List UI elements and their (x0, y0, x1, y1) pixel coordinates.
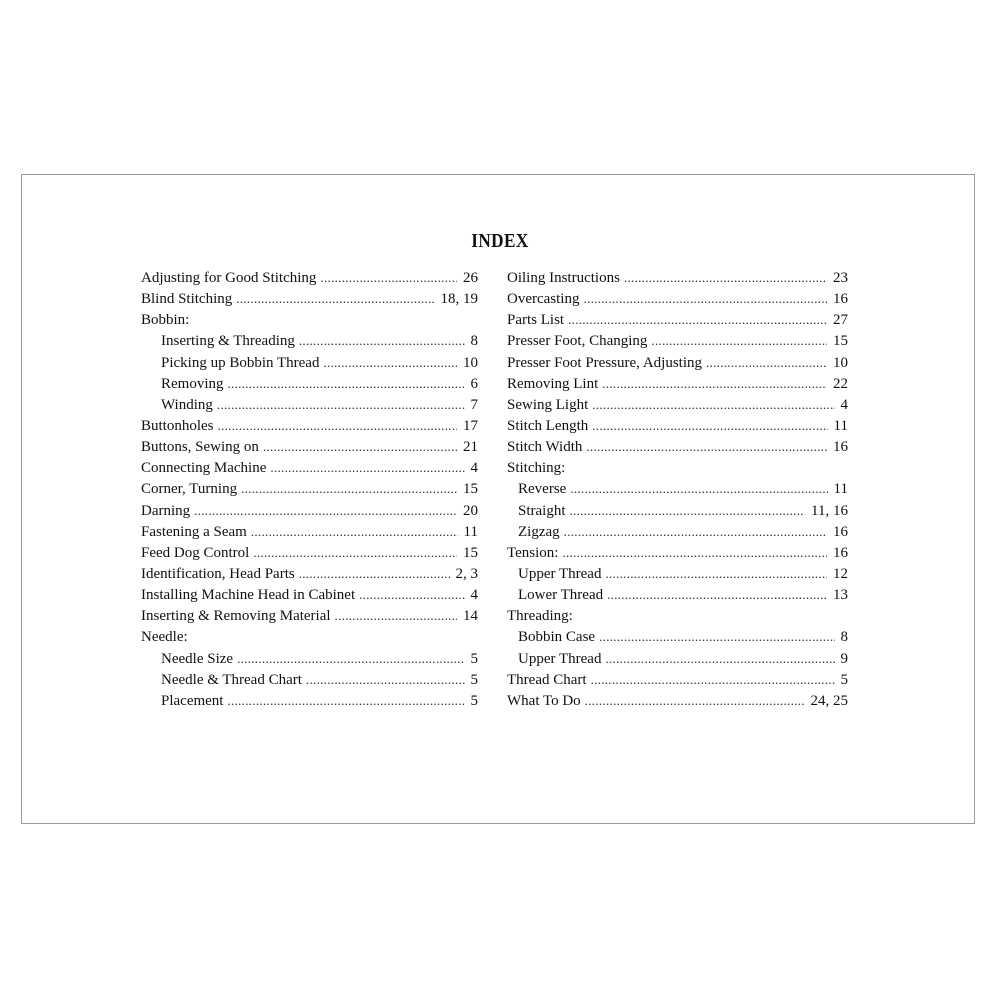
index-entry-page: 14 (463, 608, 478, 625)
dot-leader (263, 439, 457, 455)
index-entry (507, 460, 848, 481)
index-entry-label: Removing Lint (507, 375, 599, 392)
index-entry-page: 2, 3 (455, 565, 478, 582)
dot-leader (651, 333, 827, 349)
index-entry-label: Inserting & Removing Material (141, 608, 331, 625)
index-entry (141, 376, 478, 397)
index-entry-label: Thread Chart (507, 671, 587, 688)
dot-leader (241, 481, 457, 497)
index-entry-label: Placement (161, 692, 224, 709)
index-entry-label: Presser Foot, Changing (507, 333, 648, 350)
index-entry-label: Inserting & Threading (161, 333, 295, 350)
index-entry (507, 545, 848, 566)
index-entry-label: Stitch Length (507, 417, 589, 434)
index-entry (507, 439, 848, 460)
dot-leader (270, 460, 464, 476)
index-entry (141, 629, 478, 650)
index-entry-label: Needle Size (161, 650, 234, 667)
dot-leader (251, 524, 458, 540)
index-entry (141, 524, 478, 545)
index-entry-label: Threading: (507, 608, 573, 625)
index-entry-label: Presser Foot Pressure, Adjusting (507, 354, 702, 371)
index-entry (507, 693, 848, 714)
dot-leader (306, 672, 465, 688)
dot-leader (194, 503, 457, 519)
index-entry-page: 27 (833, 312, 848, 329)
index-entry-page: 11 (833, 417, 848, 434)
index-entry-page: 15 (463, 544, 478, 561)
dot-leader (607, 587, 827, 603)
index-entry-page: 26 (463, 270, 478, 286)
dot-leader (570, 481, 827, 497)
index-entry (141, 566, 478, 587)
dot-leader (253, 545, 457, 561)
index-entry (141, 481, 478, 502)
index-entry-page: 16 (833, 523, 848, 540)
index-entry (507, 503, 848, 524)
index-entry-page: 4 (470, 587, 478, 604)
index-entry (141, 333, 478, 354)
index-entry (141, 312, 478, 333)
index-entry (141, 439, 478, 460)
dot-leader (323, 355, 457, 371)
index-entry-page: 18, 19 (440, 291, 478, 308)
index-entry-label: Oiling Instructions (507, 270, 620, 286)
dot-leader (592, 397, 834, 413)
dot-leader (585, 693, 805, 709)
index-entry-label: Feed Dog Control (141, 544, 250, 561)
dot-leader (592, 418, 827, 434)
index-entry (507, 629, 848, 650)
index-entry-page: 20 (463, 502, 478, 519)
index-entry-label: Installing Machine Head in Cabinet (141, 587, 356, 604)
index-entry-label: Sewing Light (507, 396, 589, 413)
index-title: INDEX (471, 230, 529, 252)
index-entry-label: Blind Stitching (141, 291, 233, 308)
index-entry (507, 651, 848, 672)
index-entry-page: 4 (840, 396, 848, 413)
index-entry-label: Upper Thread (518, 565, 602, 582)
dot-leader (602, 376, 827, 392)
index-column-left (141, 270, 478, 714)
index-entry-page: 8 (840, 629, 848, 646)
index-entry (141, 503, 478, 524)
index-entry-page: 11, 16 (811, 502, 848, 519)
index-entry-label: Parts List (507, 312, 565, 329)
index-entry-page: 7 (470, 396, 478, 413)
dot-leader (568, 312, 827, 328)
index-entry-page: 16 (833, 291, 848, 308)
dot-leader (237, 651, 464, 667)
index-entry-label: Upper Thread (518, 650, 602, 667)
index-entry-label: Tension: (507, 544, 559, 561)
dot-leader (624, 270, 827, 286)
index-entry-label: Lower Thread (518, 587, 604, 604)
index-entry-page: 24, 25 (810, 692, 848, 709)
index-entry-page: 16 (833, 544, 848, 561)
index-entry-page: 15 (463, 481, 478, 498)
dot-leader (591, 672, 835, 688)
dot-leader (570, 503, 806, 519)
index-entry-label: What To Do (507, 692, 581, 709)
index-entry-label: Needle & Thread Chart (161, 671, 302, 688)
index-entry-page: 5 (470, 671, 478, 688)
dot-leader (359, 587, 464, 603)
dot-leader (706, 355, 827, 371)
dot-leader (605, 651, 834, 667)
dot-leader (583, 291, 827, 307)
index-entry (141, 460, 478, 481)
index-entry (507, 566, 848, 587)
index-entry-label: Fastening a Seam (141, 523, 247, 540)
index-entry (507, 608, 848, 629)
index-entry-label: Winding (161, 396, 213, 413)
dot-leader (236, 291, 434, 307)
dot-leader (335, 608, 457, 624)
index-entry-label: Overcasting (507, 291, 580, 308)
index-entry (141, 672, 478, 693)
index-entry (141, 397, 478, 418)
index-entry-page: 13 (833, 587, 848, 604)
index-entry-label: Identification, Head Parts (141, 565, 295, 582)
index-entry-label: Bobbin: (141, 312, 190, 329)
index-entry-page: 5 (840, 671, 848, 688)
dot-leader (586, 439, 827, 455)
index-entry (507, 270, 848, 291)
index-entry-page: 9 (840, 650, 848, 667)
index-entry-label: Picking up Bobbin Thread (161, 354, 320, 371)
dot-leader (564, 524, 827, 540)
index-entry-label: Stitch Width (507, 439, 583, 456)
index-entry (507, 418, 848, 439)
dot-leader (218, 418, 457, 434)
index-entry-label: Adjusting for Good Stitching (141, 270, 317, 286)
dot-leader (562, 545, 827, 561)
dot-leader (320, 270, 457, 286)
index-entry-label: Darning (141, 502, 191, 519)
index-entry-label: Zigzag (518, 523, 560, 540)
index-entry-label: Connecting Machine (141, 460, 267, 477)
index-entry (507, 312, 848, 333)
dot-leader (228, 376, 465, 392)
index-column-right (507, 270, 848, 714)
index-entry (507, 524, 848, 545)
dot-leader (299, 333, 465, 349)
index-entry-label: Stitching: (507, 460, 566, 477)
dot-leader (299, 566, 450, 582)
index-entry-page: 10 (833, 354, 848, 371)
index-entry (507, 376, 848, 397)
index-entry-page: 5 (470, 650, 478, 667)
index-entry-page: 11 (463, 523, 478, 540)
index-entry-label: Reverse (518, 481, 567, 498)
dot-leader (605, 566, 827, 582)
index-entry-page: 6 (470, 375, 478, 392)
index-entry-label: Straight (518, 502, 566, 519)
index-entry-page: 15 (833, 333, 848, 350)
index-entry-label: Needle: (141, 629, 188, 646)
index-entry (507, 672, 848, 693)
index-entry-page: 11 (833, 481, 848, 498)
index-entry-page: 17 (463, 417, 478, 434)
index-entry-page: 22 (833, 375, 848, 392)
index-entry (141, 291, 478, 312)
dot-leader (599, 629, 834, 645)
index-entry (141, 651, 478, 672)
index-entry (141, 545, 478, 566)
index-entry (141, 587, 478, 608)
index-entry (507, 355, 848, 376)
index-entry-page: 4 (470, 460, 478, 477)
index-entry (507, 333, 848, 354)
index-entry-label: Buttons, Sewing on (141, 439, 259, 456)
index-entry (141, 418, 478, 439)
index-entry-page: 10 (463, 354, 478, 371)
index-entry (507, 587, 848, 608)
index-entry-page: 12 (833, 565, 848, 582)
index-entry-label: Corner, Turning (141, 481, 238, 498)
index-entry (507, 397, 848, 418)
index-entry (141, 608, 478, 629)
index-entry (141, 270, 478, 291)
index-entry (141, 355, 478, 376)
dot-leader (227, 693, 464, 709)
index-entry-page: 8 (470, 333, 478, 350)
index-entry-page: 16 (833, 439, 848, 456)
dot-leader (217, 397, 465, 413)
index-entry-page: 23 (833, 270, 848, 286)
index-entry-label: Buttonholes (141, 417, 214, 434)
index-entry-page: 5 (470, 692, 478, 709)
index-entry-label: Removing (161, 375, 224, 392)
index-entry (507, 481, 848, 502)
index-entry-page: 21 (463, 439, 478, 456)
index-entry (141, 693, 478, 714)
index-entry-label: Bobbin Case (518, 629, 596, 646)
index-entry (507, 291, 848, 312)
